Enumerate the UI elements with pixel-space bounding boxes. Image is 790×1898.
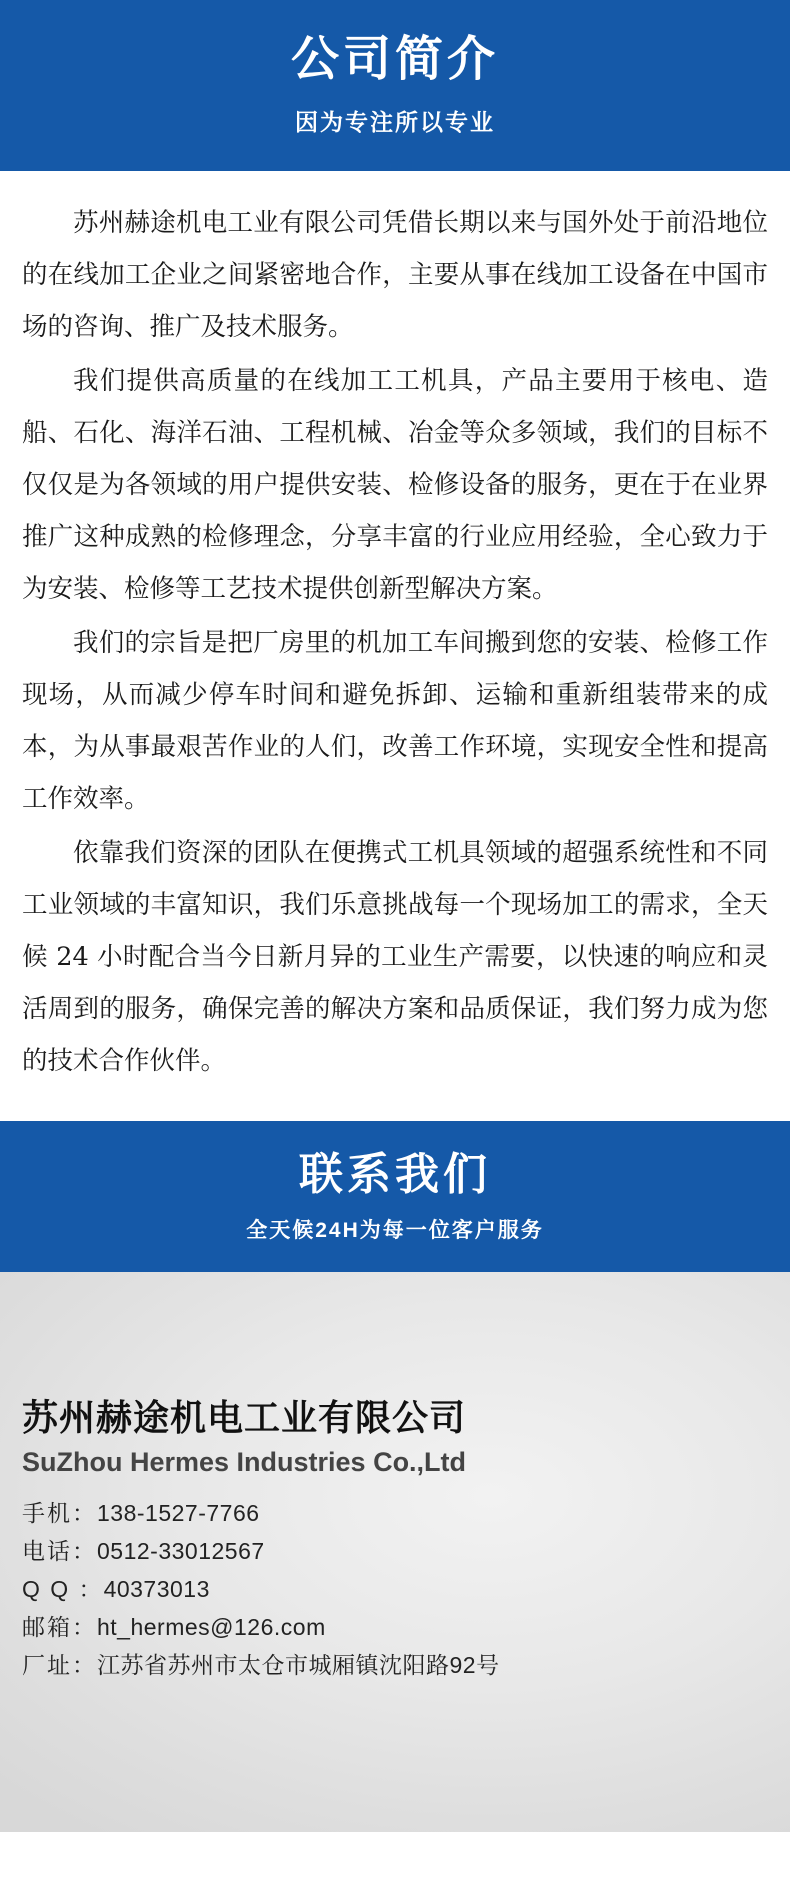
contact-qq <box>22 1570 790 1608</box>
contact-mobile <box>22 1494 790 1532</box>
contact-qq-label: Q Q ： <box>22 1576 104 1602</box>
intro-paragraph: 我们的宗旨是把厂房里的机加工车间搬到您的安装、检修工作现场，从而减少停车时间和避免拆卸、运输和重新组装带来的成本，为从事最艰苦作业的人们，改善工作环境，实现安全性和提高工作效率。 <box>22 628 768 814</box>
contact-card <box>0 1272 790 1832</box>
contact-phone <box>22 1532 790 1570</box>
contact-phone-label: 电话： <box>22 1538 97 1564</box>
contact-address-label: 厂址： <box>22 1652 97 1678</box>
company-name-cn: 苏州赫途机电工业有限公司 <box>22 1397 467 1438</box>
intro-paragraph: 苏州赫途机电工业有限公司凭借长期以来与国外处于前沿地位的在线加工企业之间紧密地合作，主要从事在线加工设备在中国市场的咨询、推广及技术服务。 <box>22 208 768 342</box>
contact-address <box>22 1646 790 1684</box>
company-intro-banner <box>0 0 790 171</box>
contact-mobile-value: 138-1527-7766 <box>97 1500 260 1526</box>
page-subtitle: 因为专注所以专业 <box>295 109 495 135</box>
company-name-en: SuZhou Hermes Industries Co.,Ltd <box>22 1447 467 1477</box>
contact-title: 联系我们 <box>299 1150 491 1199</box>
contact-subtitle: 全天候24H为每一位客户服务 <box>246 1219 544 1242</box>
contact-us-banner <box>0 1121 790 1272</box>
contact-mobile-label: 手机： <box>22 1500 97 1526</box>
contact-email-label: 邮箱： <box>22 1614 97 1640</box>
contact-address-value: 江苏省苏州市太仓市城厢镇沈阳路92号 <box>97 1652 500 1678</box>
page-title: 公司简介 <box>290 33 499 86</box>
contact-email-value: ht_hermes@126.com <box>97 1614 326 1640</box>
contact-qq-value: 40373013 <box>103 1576 210 1602</box>
contact-phone-value: 0512-33012567 <box>97 1538 265 1564</box>
intro-paragraph: 我们提供高质量的在线加工工机具，产品主要用于核电、造船、石化、海洋石油、工程机械、冶金等众多领域，我们的目标不仅仅是为各领域的用户提供安装、检修设备的服务，更在于在业界推广这种成熟的检修理念，分享丰富的行业应用经验，全心致力于为安装、检修等工艺技术提供创新型解决方案。 <box>22 366 768 604</box>
intro-content <box>0 171 790 1115</box>
intro-paragraph: 依靠我们资深的团队在便携式工机具领域的超强系统性和不同工业领域的丰富知识，我们乐意挑战每一个现场加工的需求，全天候 24 小时配合当今日新月异的工业生产需要，以快速的响应和灵活周到的服务，确保完善的解决方案和品质保证，我们努力成为您的技术合作伙伴。 <box>22 838 768 1076</box>
contact-email <box>22 1608 790 1646</box>
